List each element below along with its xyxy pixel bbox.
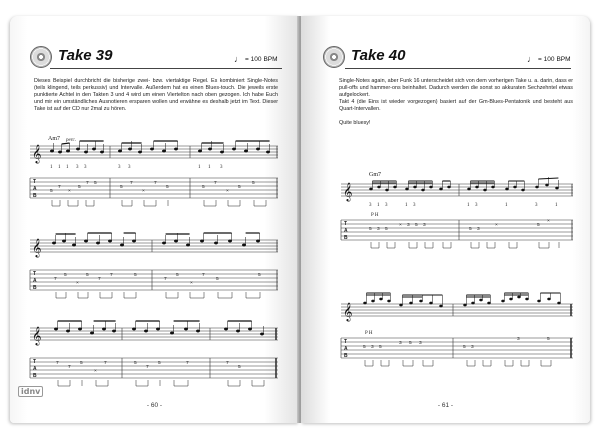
tab-label-a: A (33, 186, 37, 192)
svg-text:×: × (142, 189, 145, 194)
svg-text:7: 7 (154, 181, 157, 186)
bpm-value: = 100 (538, 55, 555, 63)
cd-icon (30, 46, 52, 68)
svg-text:5: 5 (80, 361, 83, 366)
svg-text:3: 3 (475, 203, 478, 208)
take-40-title: Take 40 (351, 47, 406, 64)
svg-text:T: T (344, 339, 348, 345)
svg-text:3: 3 (407, 223, 410, 228)
svg-text:1: 1 (467, 203, 470, 208)
svg-text:7: 7 (86, 181, 89, 186)
page-number-right: - 61 - (437, 402, 454, 409)
treble-clef-icon: 𝄞 (32, 238, 42, 257)
svg-text:7: 7 (58, 185, 61, 190)
svg-text:1: 1 (377, 203, 380, 208)
svg-text:7: 7 (226, 361, 229, 366)
svg-text:1: 1 (555, 203, 558, 208)
rhythm-stems (52, 200, 266, 206)
page-number-left: - 60 - (146, 402, 163, 409)
svg-text:5: 5 (158, 361, 161, 366)
svg-text:7: 7 (164, 277, 167, 282)
cd-icon (323, 46, 345, 68)
svg-text:7: 7 (98, 277, 101, 282)
notation-system-4 (341, 168, 577, 268)
svg-text:×: × (68, 189, 71, 194)
svg-text:5: 5 (202, 185, 205, 190)
take-39-paragraph: Dieses Beispiel durchbricht die bisherige zwei- bzw. viertaktige Regel. Es kombiniert Single-Notes (teils klingend, teils perkussiv) und Intervalle. Außerdem hat es einen Blues-touch. Die jeweils erste punktierte Achtel in den Takten 3 und 4 wird um einen Viertelton nach oben gezogen. Ich habe Euch und mir ein umständliches Ausnotieren ersparen wollen und erwähne es deshalb jetzt im Text. Dieser Take ist auf der CD nur 2mal zu hören. (34, 78, 278, 113)
svg-text:5: 5 (409, 341, 412, 346)
chord-symbol-gm7: Gm7 (369, 172, 381, 178)
svg-text:5: 5 (86, 273, 89, 278)
svg-text:×: × (547, 219, 550, 224)
svg-text:7: 7 (104, 361, 107, 366)
svg-text:3: 3 (371, 345, 374, 350)
open-book (10, 16, 590, 423)
svg-text:5: 5 (134, 361, 137, 366)
svg-text:1: 1 (505, 203, 508, 208)
svg-text:7: 7 (56, 361, 59, 366)
svg-text:3: 3 (76, 165, 79, 170)
bpm-unit: BPM (556, 55, 571, 63)
svg-text:3: 3 (399, 341, 402, 346)
take-40-paragraph-2: Takt 4 (die Eins ist wieder vorgezogen) basiert auf der Gm-Blues-Pentatonik und besteht aus Quart-Intervallen. (339, 99, 573, 113)
svg-text:7: 7 (186, 361, 189, 366)
notation-system-3 (30, 316, 280, 404)
take-40-paragraph-1: Single-Notes again, aber Funk 16 unterscheidet sich von dem vorherigen Take u. a. darin, dass er pull-offs und hammer-ons beinhaltet. Dadurch werden die sonst so akkuraten Sechzehntel etwas aufgelockert. (339, 78, 573, 99)
bpm-value: = 100 (245, 55, 262, 63)
svg-text:×: × (94, 369, 97, 374)
svg-text:5: 5 (363, 345, 366, 350)
tab-label-b: B (33, 193, 37, 199)
svg-text:3: 3 (477, 227, 480, 232)
take-40-description (339, 78, 573, 128)
take-39-description (34, 78, 278, 113)
svg-text:T: T (344, 221, 348, 227)
svg-text:5: 5 (547, 337, 550, 342)
svg-text:5: 5 (369, 227, 372, 232)
left-page (10, 16, 299, 423)
svg-text:3: 3 (220, 165, 223, 170)
svg-text:5: 5 (537, 223, 540, 228)
svg-text:5: 5 (463, 345, 466, 350)
svg-text:×: × (399, 223, 402, 228)
svg-text:P H: P H (365, 331, 373, 336)
bpm-unit: BPM (263, 55, 278, 63)
svg-text:7: 7 (68, 365, 71, 370)
tab-label-t: T (33, 179, 37, 185)
svg-text:5: 5 (379, 345, 382, 350)
svg-text:3: 3 (423, 223, 426, 228)
svg-text:B: B (33, 285, 37, 291)
svg-text:B: B (344, 235, 348, 241)
svg-text:3: 3 (413, 203, 416, 208)
svg-text:T: T (33, 271, 37, 277)
svg-text:1: 1 (50, 165, 53, 170)
svg-text:1: 1 (58, 165, 61, 170)
tempo-marking (527, 54, 571, 64)
take-40-paragraph-3: Quite bluesy! (339, 120, 371, 127)
svg-text:×: × (226, 189, 229, 194)
take-39-title: Take 39 (58, 47, 113, 64)
svg-text:5: 5 (94, 181, 97, 186)
svg-text:7: 7 (54, 277, 57, 282)
treble-clef-icon: 𝄞 (32, 326, 42, 345)
svg-text:3: 3 (84, 165, 87, 170)
svg-text:7: 7 (202, 273, 205, 278)
svg-text:3: 3 (369, 203, 372, 208)
svg-text:3: 3 (535, 203, 538, 208)
svg-text:3: 3 (517, 337, 520, 342)
svg-text:5: 5 (385, 227, 388, 232)
svg-text:7: 7 (130, 181, 133, 186)
svg-text:5: 5 (238, 185, 241, 190)
treble-clef-icon: 𝄞 (343, 182, 353, 201)
fingering-row (50, 165, 223, 170)
notes (50, 141, 270, 153)
svg-text:3: 3 (471, 345, 474, 350)
svg-text:5: 5 (134, 273, 137, 278)
quarter-note-icon: ♩ (234, 54, 243, 64)
notation-system-5 (341, 284, 577, 388)
treble-clef-icon: 𝄞 (343, 302, 353, 321)
svg-text:×: × (76, 281, 79, 286)
svg-text:3: 3 (128, 165, 131, 170)
chord-symbol-am7: Am7 (48, 136, 60, 142)
svg-text:B: B (33, 373, 37, 379)
svg-text:×: × (190, 281, 193, 286)
svg-text:T: T (33, 359, 37, 365)
svg-text:5: 5 (78, 185, 81, 190)
tempo-marking (234, 54, 278, 64)
publisher-logo: idnv (18, 386, 43, 397)
svg-text:5: 5 (50, 189, 53, 194)
perc-marking: perc. (66, 138, 76, 143)
svg-text:3: 3 (118, 165, 121, 170)
svg-text:7: 7 (214, 181, 217, 186)
svg-text:5: 5 (120, 185, 123, 190)
svg-text:A: A (33, 278, 37, 284)
svg-text:5: 5 (415, 223, 418, 228)
standard-staff (30, 144, 278, 164)
svg-text:5: 5 (64, 273, 67, 278)
notation-system-2 (30, 228, 280, 316)
svg-text:7: 7 (146, 365, 149, 370)
svg-text:3: 3 (377, 227, 380, 232)
svg-text:A: A (344, 228, 348, 234)
svg-text:5: 5 (258, 273, 261, 278)
svg-text:5: 5 (252, 181, 255, 186)
svg-text:A: A (33, 366, 37, 372)
svg-text:A: A (344, 346, 348, 352)
svg-text:1: 1 (66, 165, 69, 170)
svg-text:7: 7 (110, 273, 113, 278)
svg-text:5: 5 (216, 277, 219, 282)
right-page (301, 16, 590, 423)
svg-text:×: × (495, 223, 498, 228)
svg-text:B: B (344, 353, 348, 359)
svg-text:1: 1 (208, 165, 211, 170)
svg-text:5: 5 (166, 185, 169, 190)
svg-text:5: 5 (238, 365, 241, 370)
quarter-note-icon: ♩ (527, 54, 536, 64)
svg-text:3: 3 (385, 203, 388, 208)
svg-text:5: 5 (469, 227, 472, 232)
treble-clef-icon: 𝄞 (32, 144, 42, 163)
svg-text:3: 3 (419, 341, 422, 346)
notation-system-1 (30, 134, 280, 224)
svg-text:1: 1 (198, 165, 201, 170)
svg-text:5: 5 (176, 273, 179, 278)
svg-text:P H: P H (371, 213, 379, 218)
svg-text:1: 1 (405, 203, 408, 208)
